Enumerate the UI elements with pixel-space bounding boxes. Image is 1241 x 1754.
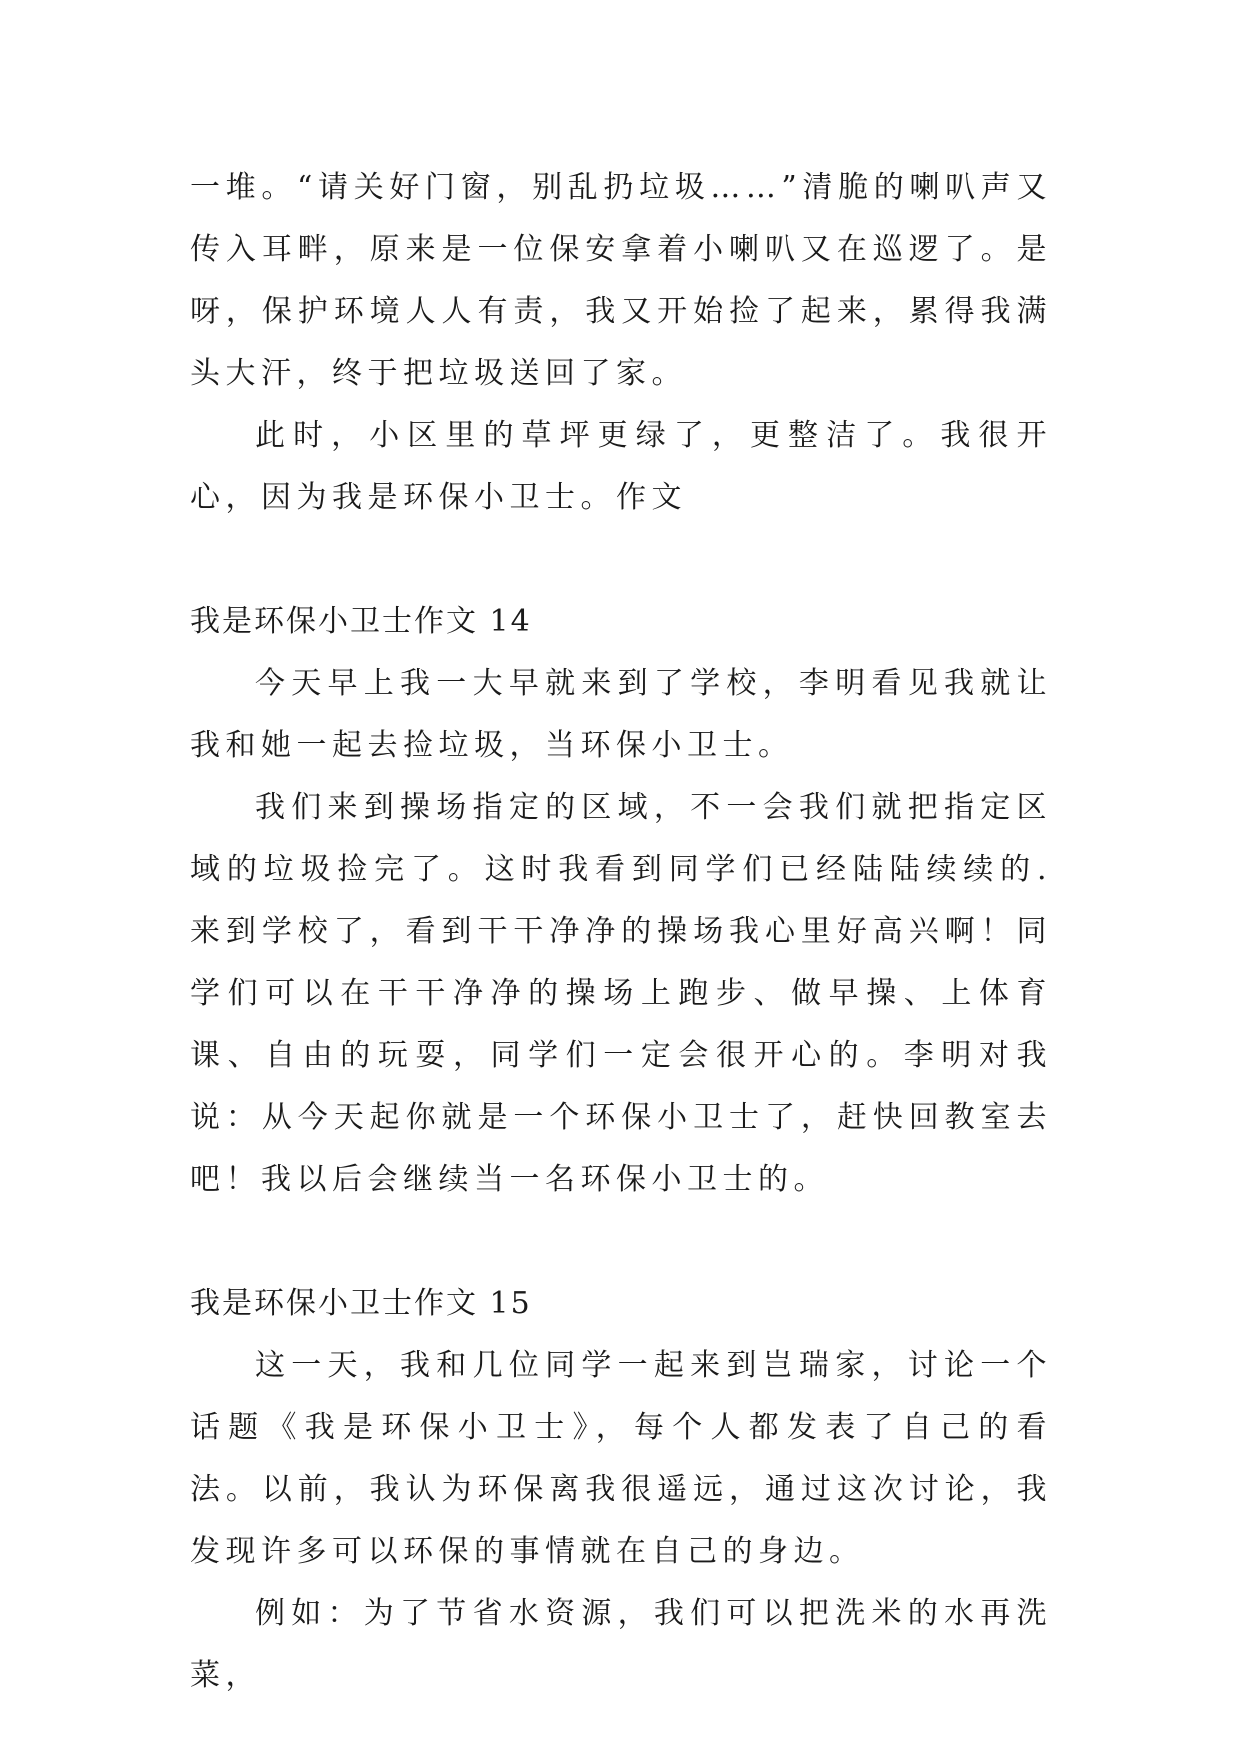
section-gap: [190, 1211, 1052, 1273]
paragraph-3: 今天早上我一大早就来到了学校，李明看见我就让我和她一起去捡垃圾，当环保小卫士。: [190, 666, 1052, 763]
document-body: [190, 157, 1052, 1707]
section-gap: [190, 529, 1052, 591]
paragraph-1: 一堆。“请关好门窗，别乱扔垃圾……”清脆的喇叭声又传入耳畔，原来是一位保安拿着小喇叭又在巡逻了。是呀，保护环境人人有责，我又开始捡了起来，累得我满头大汗，终于把垃圾送回了家。: [190, 170, 1052, 391]
paragraph-5: 这一天，我和几位同学一起来到岂瑞家，讨论一个话题《我是环保小卫士》，每个人都发表了自己的看法。以前，我认为环保离我很遥远，通过这次讨论，我发现许多可以环保的事情就在自己的身边。: [190, 1348, 1052, 1569]
paragraph-4: 我们来到操场指定的区域，不一会我们就把指定区域的垃圾捡完了。这时我看到同学们已经陆陆续续的.来到学校了，看到干干净净的操场我心里好高兴啊！同学们可以在干干净净的操场上跑步、做早操、上体育课、自由的玩耍，同学们一定会很开心的。李明对我说：从今天起你就是一个环保小卫士了，赶快回教室去吧！我以后会继续当一名环保小卫士的。: [190, 790, 1052, 1197]
section-heading-15: 我是环保小卫士作文 15: [190, 1286, 532, 1321]
paragraph-2: 此时，小区里的草坪更绿了，更整洁了。我很开心，因为我是环保小卫士。作文: [190, 418, 1052, 515]
paragraph-6: 例如：为了节省水资源，我们可以把洗米的水再洗菜，: [190, 1596, 1052, 1693]
section-heading-14: 我是环保小卫士作文 14: [190, 604, 532, 639]
